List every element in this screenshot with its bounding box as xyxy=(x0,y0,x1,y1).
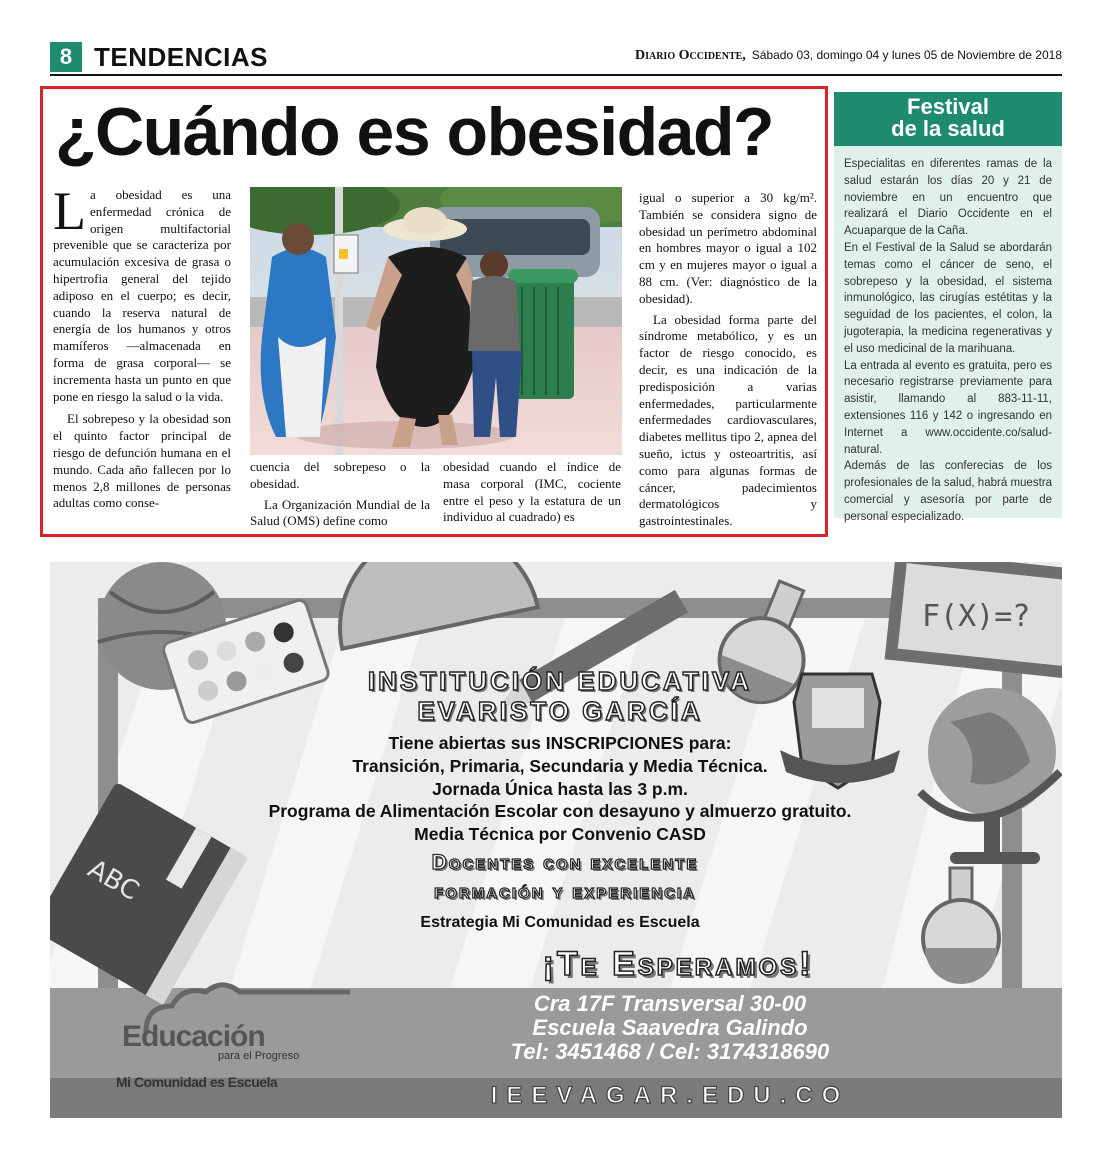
dateline xyxy=(635,48,1062,64)
te-esperamos: ¡Te Esperamos! xyxy=(542,945,814,983)
address-block: Cra 17F Transversal 30-00 Escuela Saavedra Galindo Tel: 3451468 / Cel: 3174318690 xyxy=(510,991,830,1064)
paper-name: Diario Occidente, xyxy=(634,48,746,63)
educacion-logo: Educación xyxy=(122,1020,265,1053)
masthead xyxy=(50,40,1062,76)
educacion-logo-tagline: Mi Comunidad es Escuela xyxy=(116,1074,278,1090)
book-label: ABC xyxy=(82,854,144,907)
institution-name: INSTITUCIÓN EDUCATIVA EVARISTO GARCÍA xyxy=(367,666,753,726)
sidebar-paragraph: En el Festival de la Salud se abordarán temas como el cáncer de seno, el sobrepeso y la obesidad, el sistema inmunológico, las cirugías estétitas y la seguidad de los pacientes, el colon, la jugoterapia, la medicina regenerativas y el uso medicinal de la marihuana. xyxy=(844,241,1052,355)
headline: ¿Cuándo es obesidad? xyxy=(55,94,774,170)
sidebar-body xyxy=(834,146,1062,526)
article-column-3 xyxy=(443,459,621,526)
street-photo-illustration xyxy=(250,187,622,455)
docentes-banner: Docentes con excelente formación y experiencia xyxy=(431,851,699,903)
paragraph: La obesidad es una enfermedad crónica de origen multifactorial prevenible que se caracteriza por acumulación excesiva de grasa o hipertrofia general del tejido adiposo en el cuerpo; es decir, cuando la reserva natural de energía de los humanos y otros mamíferos —almacenada en forma de grasa corporal— se incrementa hasta un punto en que pone en riesgo la salud o la vida. xyxy=(53,181,231,404)
paragraph: obesidad cuando el índice de masa corporal (IMC, cociente entre el peso y la estatura de un individuo al cuadrado) es xyxy=(443,459,621,525)
article-column-4 xyxy=(639,190,817,530)
ad-info-lines: Tiene abiertas sus INSCRIPCIONES para: Transición, Primaria, Secundaria y Media Técnica. Jornada Única hasta las 3 p.m. Programa de Alimentación Escolar con desayuno y almuerzo gratuito. Media Técnica por Convenio CASD xyxy=(268,733,852,845)
paragraph: El sobrepeso y la obesidad son el quinto factor principal de riesgo de defunción humana en el mundo. Cada año fallecen por lo menos 2,8 millones de personas adultas como conse- xyxy=(53,411,231,511)
sidebar-paragraph: Especialitas en diferentes ramas de la salud estarán los días 20 y 21 de noviembre en un encuentro que realizará el Diario Occidente en el Acuaparque de la Caña. xyxy=(844,158,1052,238)
strategy-text: Estrategia Mi Comunidad es Escuela xyxy=(420,914,700,931)
article-box xyxy=(40,86,828,537)
paragraph: La Organización Mundial de la Salud (OMS) define como xyxy=(250,496,430,529)
paragraph: cuencia del sobrepeso o la obesidad. xyxy=(250,459,430,491)
article-column-1 xyxy=(53,181,231,512)
page-number: 8 xyxy=(50,42,82,72)
website-link[interactable]: IEEVAGAR.EDU.CO xyxy=(490,1082,850,1109)
article-column-2 xyxy=(250,459,430,530)
section-title: TENDENCIAS xyxy=(94,42,269,72)
school-advertisement xyxy=(50,562,1062,1118)
dropcap: L xyxy=(53,181,86,241)
header-rule xyxy=(50,74,1062,76)
sidebar-title: Festival de la salud xyxy=(834,92,1062,146)
paragraph: igual o superior a 30 kg/m². También se considera signo de obesidad un perímetro abdominal en hombres mayor o igual a 102 cm y en mujeres mayor o igual a 88 cm. (Ver: diagnóstico de la obesidad). xyxy=(639,190,817,306)
paragraph: La obesidad forma parte del síndrome metabólico, y es un factor de riesgo conocido, es decir, es una indicación de la predisposición a varias enfermedades, particularmente enfermedades cardiovasculares, diabetes mellitus tipo 2, apnea del sueño, ictus y osteoartritis, así como para algunas formas de cáncer, padecimientos dermatológicos y gastrointestinales. xyxy=(639,311,817,529)
sidebar-paragraph: Además de las conferecias de los profesionales de la salud, habrá muestra comercial y asesoría por parte de personal especializado. xyxy=(844,460,1052,523)
festival-sidebar xyxy=(834,92,1062,523)
article-photo xyxy=(250,187,622,455)
sidebar-paragraph: La entrada al evento es gratuita, pero es necesario registrarse previamente para asistir, llamando al 883-11-11, extensiones 116 y 142 o ingresando en Internet a www.occidente.co/salud-natural. xyxy=(844,359,1052,456)
educacion-logo-sub: para el Progreso xyxy=(218,1050,300,1062)
issue-date: Sábado 03, domingo 04 y lunes 05 de Noviembre de 2018 xyxy=(751,48,1062,62)
formula-text: F(X)=? xyxy=(922,599,1031,634)
